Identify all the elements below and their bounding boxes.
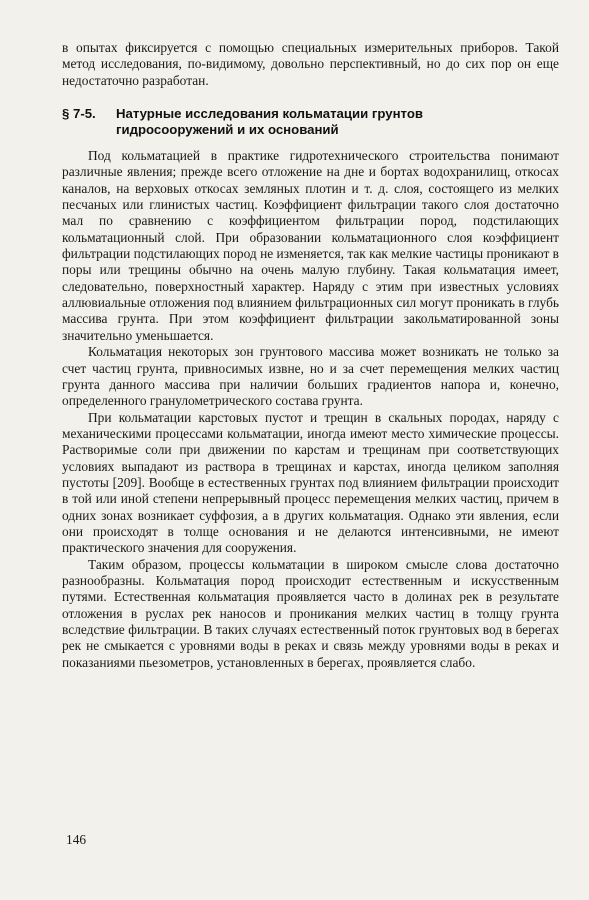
section-number: § 7-5. [62,106,96,122]
paragraph-4: Таким образом, процессы кольматации в широком смысле слова достаточно разнообразны. Кольматация пород происходит естественным и искусственным путями. Естественная кольматация проявляется часто в долинах рек в результате отложения в руслах рек наносов и проникания мелких частиц в толщу грунта вследствие фильтрации. В таких случаях естественный поток грунтовых вод в берегах рек не смыкается с уровнями воды в реках и связь между уровнями воды в реках и показаниями пьезометров, установленных в берегах, проявляется слабо. [62,556,559,670]
section-title-line-1: Натурные исследования кольматации грунтов [116,106,423,122]
page-number: 146 [66,832,87,847]
paragraph-1: Под кольматацией в практике гидротехнического строительства понимают различные явления; прежде всего отложение на дне и бортах водохранилищ, откосах каналов, на верховых откосах земляных плотин и т. д. слоя, состоящего из мелких песчаных или глинистых частиц. Коэффициент фильтрации такого слоя достаточно мал по сравнению с коэффициентом фильтрации пород, подстилающих кольматационный слой. При образовании кольматационного слоя коэффициент фильтрации подстилающих пород не изменяется, так как мелкие частицы проникают в поры или трещины обычно на очень малую глубину. Такая кольматация имеет, следовательно, поверхностный характер. Наряду с этим при известных условиях аллювиальные отложения под влиянием фильтрационных сил могут проникать в глубь массива грунта. При этом коэффициент фильтрации закольматированной зоны значительно уменьшается. [62,148,559,343]
intro-paragraph: в опытах фиксируется с помощью специальных измерительных приборов. Такой метод исследования, по-видимому, довольно перспективный, но до сих пор он еще недостаточно разработан. [62,40,559,88]
paragraph-3: При кольматации карстовых пустот и трещин в скальных породах, наряду с механическими процессами кольматации, иногда имеют место химические процессы. Растворимые соли при движении по карстам и трещинам при соответствующих условиях выпадают из раствора в трещинах и карстах, иногда целиком заполняя пустоты [209]. Вообще в естественных грунтах под влиянием фильтрации происходит в той или иной степени непрерывный процесс перемещения мелких частиц, причем в одних зонах возникает суффозия, а в других кольматация. Однако эти явления, если они происходят в толще основания и не делаются интенсивными, не имеют практического значения для сооружения. [62,409,559,556]
text-block [62,40,559,671]
section-title-line-2: гидросооружений и их оснований [116,122,339,138]
section-heading [62,106,559,138]
paragraph-2: Кольматация некоторых зон грунтового массива может возникать не только за счет частиц грунта, привносимых извне, но и за счет перемещения мелких частиц грунта данного массива при наличии больших градиентов напора и, конечно, определенного гранулометрического состава грунта. [62,344,559,409]
